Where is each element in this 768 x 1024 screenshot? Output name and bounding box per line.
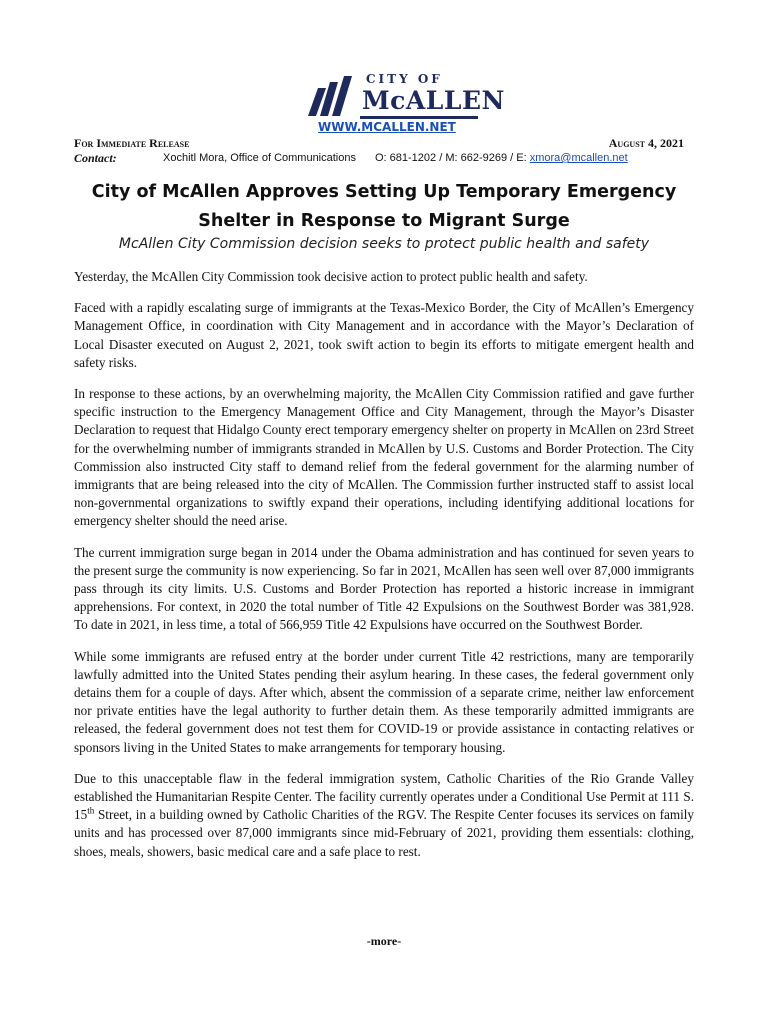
headline — [74, 178, 694, 236]
paragraph-6-part-a: Due to this unacceptable flaw in the federal immigration system, Catholic Charities of the Rio Grande Valley established the Humanitarian Respite Center. The facility currently operates under a Conditional Use Permit at 111 S. 15 — [74, 770, 694, 823]
paragraph-5: While some immigrants are refused entry at the border under current Title 42 restrictions, many are temporarily lawfully admitted into the United States pending their asylum hearing. In these cases, the federal government only detains them for a couple of days. After which, absent the commission of a separate crime, neither law enforcement nor private entities have the legal authority to further detain them. As these temporarily admitted immigrants are released, the federal government does not test them for COVID-19 or provide assistance in contacting relatives or sponsors living in the United States to make arrangements for temporary housing. — [74, 648, 694, 755]
contact-phone-numbers: O: 681-1202 / M: 662-9269 / E: — [375, 152, 527, 164]
logo-mcallen: McALLEN — [362, 86, 505, 115]
contact-phones — [375, 152, 628, 164]
contact-label: Contact: — [74, 151, 117, 165]
ordinal-suffix: th — [87, 805, 95, 816]
paragraph-2: Faced with a rapidly escalating surge of immigrants at the Texas-Mexico Border, the City of McAllen’s Emergency Management Office, in coordination with City Management and in accordance with the Mayor’s Declaration of Local Disaster executed on August 2, 2021, took swift action to begin its efforts to mitigate emergent health and safety risks. — [74, 300, 694, 370]
paragraph-6 — [74, 770, 694, 861]
subheadline: McAllen City Commission decision seeks to protect public health and safety — [118, 236, 650, 252]
contact-email-link[interactable]: xmora@mcallen.net — [529, 152, 628, 164]
headline-line-2: Shelter in Response to Migrant Surge — [198, 211, 570, 231]
release-date: August 4, 2021 — [608, 136, 684, 150]
paragraph-3: In response to these actions, by an overwhelming majority, the McAllen City Commission ratified and gave further specific instruction to the Emergency Management Office and City Management, through the Mayor’s Disaster Declaration to request that Hidalgo County erect temporary emergency shelter on property in McAllen on 23rd Street for the overwhelming number of immigrants stranded in McAllen by U.S. Customs and Border Protection. The City Commission also instructed City staff to demand relief from the federal government for the alarming number of immigrants that are being released into the city of McAllen. The Commission further instructed staff to assist local non-governmental organizations to swiftly expand their operations, including identifying additional locations for emergency shelter should the need arise. — [74, 386, 694, 529]
headline-line-1: City of McAllen Approves Setting Up Temporary Emergency — [91, 182, 677, 202]
press-release-body — [74, 268, 694, 874]
contact-person: Xochitl Mora, Office of Communications — [163, 152, 356, 164]
paragraph-4: The current immigration surge began in 2014 under the Obama administration and has continued for seven years to the present surge the community is now experiencing. So far in 2021, McAllen has seen well over 87,000 immigrants pass through its city limits. U.S. Customs and Border Protection has reported a historic increase in immigrant apprehensions. For context, in 2020 the total number of Title 42 Expulsions on the Southwest Border was 381,928. To date in 2021, in less time, a total of 566,959 Title 42 Expulsions have occurred on the Southwest Border. — [74, 544, 694, 633]
paragraph-6-part-b: Street, in a building owned by Catholic Charities of the RGV. The Respite Center focuses its services on family units and has processed over 87,000 immigrants since mid-February of 2021, providing them essentials: clothing, shoes, meals, showers, basic medical care and a safe place to rest. — [74, 807, 694, 859]
paragraph-1: Yesterday, the McAllen City Commission took decisive action to protect public health and safety. — [74, 269, 588, 284]
logo-city-of: CITY OF — [366, 72, 443, 86]
more-indicator: -more- — [366, 934, 402, 948]
release-label: For Immediate Release — [74, 136, 190, 150]
website-link[interactable]: WWW.MCALLEN.NET — [318, 120, 456, 134]
